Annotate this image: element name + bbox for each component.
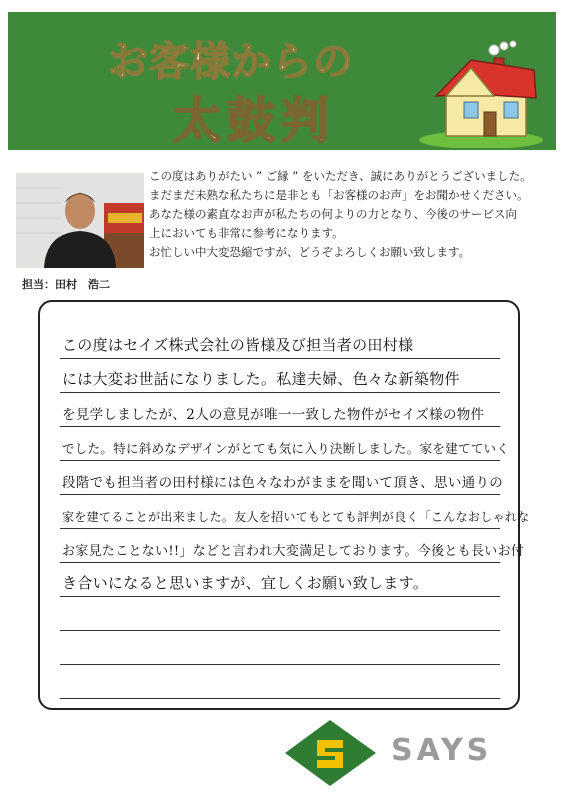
letter-line: [60, 528, 525, 563]
says-logo-mark-icon: [283, 718, 378, 788]
letter-line: [60, 324, 500, 359]
letter-line: [60, 460, 504, 495]
letter-text: お家見たことない!!」などと言われ大変満足しております。今後とも長いお付: [62, 544, 525, 559]
intro-line: お忙しい中大変恐縮ですが、どうぞよろしくお願い致します。: [149, 245, 471, 259]
letter-text: 家を建てることが出来ました。友人を招いてもとても評判が良く「こんなおしゃれな: [62, 510, 530, 524]
letter-text: を見学しましたが、2人の意見が唯一一致した物件がセイズ様の物件: [62, 407, 485, 423]
letter-text: でした。特に斜めなデザインがとても気に入り決断しました。家を建てていく: [62, 441, 510, 456]
letter-text: 段階でも担当者の田村様には色々なわがままを聞いて頂き、思い通りの: [62, 475, 504, 491]
letter-line: [60, 392, 500, 427]
letter-text: き合いになると思いますが、宜しくお願い致します。: [62, 574, 429, 592]
letter-line: [60, 494, 530, 529]
header-banner: [8, 12, 556, 150]
house-icon: [416, 40, 546, 148]
intro-text: [149, 167, 549, 262]
intro-line: あなた様の素直なお声が私たちの何よりの力となり、今後のサービス向: [149, 207, 517, 221]
staff-photo: [16, 173, 144, 268]
letter-line: [60, 664, 500, 699]
says-logo-text: SAYS: [391, 733, 493, 768]
letter-line: [60, 562, 500, 597]
letter-line: [60, 596, 500, 631]
letter-text: には大変お世話になりました。私達夫婦、色々な新築物件: [62, 370, 460, 388]
intro-line: この度はありがたい ” ご縁 ” をいただき、誠にありがとうございました。: [149, 169, 532, 183]
staff-label: 担当：田村 浩二: [22, 278, 110, 291]
letter-line: [60, 358, 500, 393]
letter-line: [60, 630, 500, 665]
letter-text: この度はセイズ株式会社の皆様及び担当者の田村様: [62, 336, 414, 354]
intro-line: まだまだ未熟な私たちに是非とも「お客様のお声」をお聞かせください。: [149, 188, 529, 202]
intro-line: 上においても非常に参考になります。: [149, 226, 344, 240]
banner-title-line2: 太鼓判: [173, 93, 336, 149]
customer-letter-box: [38, 300, 530, 710]
banner-title-line1: お客様からの: [108, 39, 354, 85]
letter-line: [60, 426, 510, 461]
